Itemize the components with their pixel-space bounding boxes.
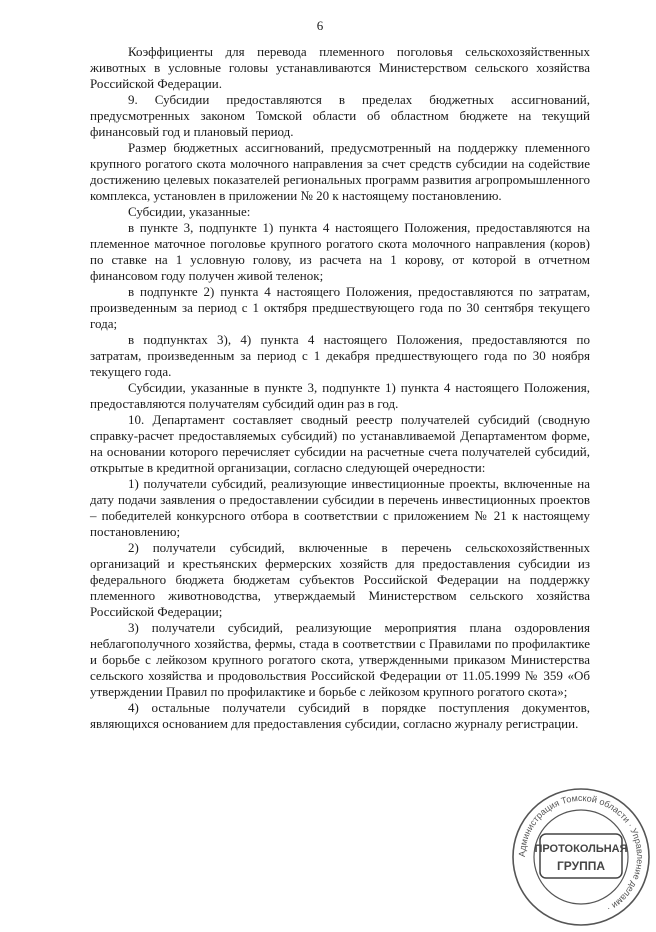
priority-item-1: 1) получатели субсидий, реализующие инвестиционные проекты, включенные на дату подачи заявления о предоставлении субсидии в перечень инвестиционных проектов – победителей конкурсного отбора в соответствии с приложением № 21 к настоящему постановлению; bbox=[90, 476, 590, 539]
paragraph-subsidies-point-3: в пункте 3, подпункте 1) пункта 4 настоящего Положения, предоставляются на племенное маточное поголовье крупного рогатого скота молочного направления (коров) по ставке на 1 условную голову, из расчета на 1 корову, от которой в отчетном финансовом году получен живой теленок; bbox=[90, 220, 590, 283]
paragraph-subsidies-subpoint-2: в подпункте 2) пункта 4 настоящего Положения, предоставляются по затратам, произведенным за период с 1 октября предшествующего года по 30 сентября текущего года; bbox=[90, 284, 590, 331]
priority-item-4: 4) остальные получатели субсидий в порядке поступления документов, являющихся основанием для предоставления субсидии, согласно журналу регистрации. bbox=[90, 700, 590, 731]
official-stamp bbox=[506, 782, 646, 915]
paragraph-coefficients: Коэффициенты для перевода племенного поголовья сельскохозяйственных животных в условные головы устанавливаются Министерством сельского хозяйства Российской Федерации. bbox=[90, 44, 590, 91]
page-number: 6 bbox=[316, 18, 324, 33]
document-body bbox=[90, 44, 590, 732]
priority-item-3: 3) получатели субсидий, реализующие мероприятия плана оздоровления неблагополучного хозяйства, фермы, стада в соответствии с Правилами по профилактике и борьбе с лейкозом крупного рогатого скота, утвержденными приказом Министерства сельского хозяйства и продовольствия Российской Федерации от 11.05.1999 № 359 «Об утверждении Правил по профилактике и борьбе с лейкозом крупного рогатого скота»; bbox=[90, 620, 590, 699]
paragraph-budget-size: Размер бюджетных ассигнований, предусмотренный на поддержку племенного крупного рогатого скота молочного направления за счет средств субсидии на содействие достижению целевых показателей региональных программ развития агропромышленного комплекса, установлен в приложении № 20 к настоящему постановлению. bbox=[90, 140, 590, 203]
stamp-seal-graphic bbox=[506, 782, 656, 932]
paragraph-subsidies-subpoints-3-4: в подпунктах 3), 4) пункта 4 настоящего Положения, предоставляются по затратам, произведенным за период с 1 декабря предшествующего года по 30 ноября текущего года. bbox=[90, 332, 590, 379]
paragraph-item-10: 10. Департамент составляет сводный реестр получателей субсидий (сводную справку-расчет предоставляемых субсидий) по устанавливаемой Департаментом форме, на основании которого перечисляет субсидии на расчетные счета получателей субсидий, открытые в кредитной организации, согласно следующей очередности: bbox=[90, 412, 590, 475]
stamp-line-1: ПРОТОКОЛЬНАЯ bbox=[534, 843, 628, 855]
paragraph-item-9: 9. Субсидии предоставляются в пределах бюджетных ассигнований, предусмотренных законом Томской области об областном бюджете на текущий финансовый год и плановый период. bbox=[90, 92, 590, 139]
stamp-ring-text: Администрация Томской области · Управление делами · bbox=[516, 792, 646, 915]
priority-item-2: 2) получатели субсидий, включенные в перечень сельскохозяйственных организаций и крестьянских фермерских хозяйств для предоставления субсидии из федерального бюджета бюджетам субъектов Российской Федерации на поддержку племенного животноводства, утверждаемый Министерством сельского хозяйства Российской Федерации; bbox=[90, 540, 590, 619]
paragraph-once-per-year: Субсидии, указанные в пункте 3, подпункте 1) пункта 4 настоящего Положения, предоставляются получателям субсидий один раз в год. bbox=[90, 380, 590, 411]
stamp-line-2: ГРУППА bbox=[556, 859, 606, 873]
paragraph-subsidies-intro: Субсидии, указанные: bbox=[128, 204, 251, 219]
